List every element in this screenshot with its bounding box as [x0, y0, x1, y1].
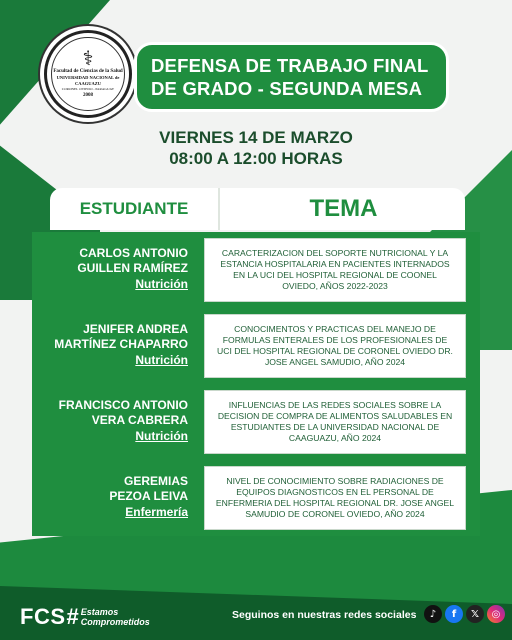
tiktok-icon[interactable]: ♪ — [424, 605, 442, 623]
facebook-icon[interactable]: f — [445, 605, 463, 623]
table-row — [32, 384, 480, 458]
student-name-line2: MARTÍNEZ CHAPARRO — [54, 337, 188, 351]
x-icon[interactable]: 𝕏 — [466, 605, 484, 623]
student-name-line1: JENIFER ANDREA — [83, 322, 188, 336]
student-name-line1: GEREMIAS — [123, 474, 188, 488]
student-cell — [32, 384, 196, 458]
table-header — [50, 188, 465, 230]
student-cell — [32, 232, 196, 306]
title-banner — [134, 42, 449, 112]
brand-hash: # — [66, 604, 79, 629]
student-name-line2: PEZOA LEIVA — [109, 489, 188, 503]
table-row — [32, 232, 480, 306]
table-body — [32, 232, 480, 536]
brand-tagline — [81, 607, 150, 627]
student-career: Enfermería — [125, 505, 188, 519]
caduceus-icon: ⚕ — [82, 48, 94, 70]
social-label: Seguinos en nuestras redes sociales — [232, 609, 417, 621]
header-student: ESTUDIANTE — [50, 188, 220, 230]
student-cell — [32, 308, 196, 382]
student-career: Nutrición — [135, 277, 188, 291]
student-career: Nutrición — [135, 429, 188, 443]
event-date-time — [120, 127, 392, 169]
page-title: DEFENSA DE TRABAJO FINAL DE GRADO - SEGUNDA MESA — [151, 55, 429, 99]
instagram-icon[interactable]: ◎ — [487, 605, 505, 623]
table-row — [32, 308, 480, 382]
brand-logo — [20, 604, 150, 630]
seal-university-text: UNIVERSIDAD NACIONAL de CAAGUAZU — [56, 75, 120, 86]
seal-faculty-text: Facultad de Ciencias de la Salud — [53, 69, 123, 74]
topic-cell: CARACTERIZACION DEL SOPORTE NUTRICIONAL Y LA ESTANCIA HOSPITALARIA EN PACIENTES INTERNADOS EN LA UCI DEL HOSPITAL REGIONAL DE COONEL OVIEDO, AÑOS 2022-2023 — [204, 238, 466, 302]
seal-inner-ring — [51, 37, 125, 111]
topic-cell: NIVEL DE CONOCIMIENTO SOBRE RADIACIONES DE EQUIPOS DIAGNOSTICOS EN EL PERSONAL DE ENFERMERIA DEL HOSPITAL REGIONAL DR. JOSE ANGEL SAMUDIO DE CORONEL OVIEDO, AÑO 2024 — [204, 466, 466, 530]
student-name-line1: FRANCISCO ANTONIO — [58, 398, 188, 412]
brand-name: FCS — [20, 604, 66, 629]
topic-cell: INFLUENCIAS DE LAS REDES SOCIALES SOBRE LA DECISION DE COMPRA DE ALIMENTOS SALUDABLES EN ESTUDIANTES DE LA UNIVERSIDAD NACIONAL DE CAAGUAZU, AÑO 2024 — [204, 390, 466, 454]
table-row — [32, 460, 480, 534]
topic-cell: CONOCIMENTOS Y PRACTICAS DEL MANEJO DE FORMULAS ENTERALES DE LOS PROFESIONALES DE UCI DEL HOSPITAL REGIONAL DE CORONEL OVIEDO DR. JOSE ANGEL SAMUDIO, AÑO 2024 — [204, 314, 466, 378]
header-topic: TEMA — [309, 195, 378, 222]
student-name-line1: CARLOS ANTONIO — [79, 246, 188, 260]
university-seal-logo — [44, 30, 132, 118]
student-cell — [32, 460, 196, 534]
student-name-line2: GUILLEN RAMÍREZ — [77, 261, 188, 275]
student-career: Nutrición — [135, 353, 188, 367]
brand-tagline-line1: Estamos — [80, 607, 119, 617]
event-time: 08:00 A 12:00 HORAS — [169, 149, 343, 168]
brand-tagline-line2: Comprometidos — [80, 617, 150, 627]
event-date: VIERNES 14 DE MARZO — [159, 128, 353, 147]
seal-location-text: CORONEL OVIEDO - PARAGUAY — [61, 87, 115, 91]
seal-year-text: 2008 — [83, 93, 93, 98]
schedule-table — [32, 188, 480, 536]
social-icons — [424, 605, 505, 623]
student-name-line2: VERA CABRERA — [91, 413, 188, 427]
